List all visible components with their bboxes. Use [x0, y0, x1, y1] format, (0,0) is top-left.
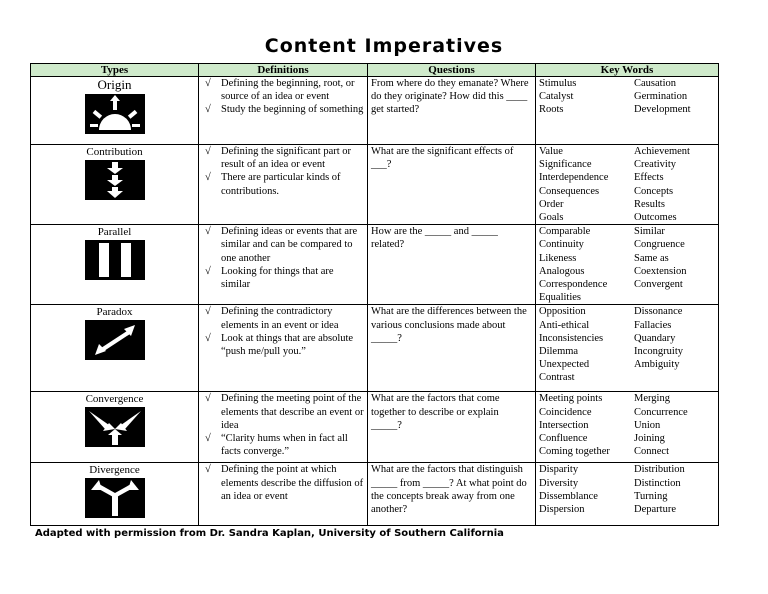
keyword: Concepts [634, 185, 674, 197]
keyword: Meeting points [539, 393, 603, 405]
type-cell [31, 77, 199, 145]
keyword: Causation [634, 78, 676, 89]
keyword: Distinction [634, 477, 681, 489]
keyword: Roots [539, 104, 564, 116]
keywords-cell [536, 463, 719, 526]
type-cell [31, 463, 199, 526]
keyword: Confluence [539, 433, 588, 445]
keyword: Turning [634, 490, 668, 502]
keyword: Dissemblance [539, 490, 598, 502]
type-name: Divergence [89, 464, 140, 477]
definition-item: √ “Clarity hums when in fact all facts converge.” [205, 432, 365, 458]
question-text: What are the significant effects of ___? [371, 146, 514, 171]
keyword: Comparable [539, 226, 591, 238]
keyword: Intersection [539, 419, 589, 431]
keyword: Achievement [634, 146, 690, 157]
type-name: Origin [97, 77, 132, 92]
keyword: Goals [539, 212, 564, 224]
keyword: Coextension [634, 265, 687, 277]
keywords-cell [536, 225, 719, 305]
keyword: Germination [634, 91, 688, 103]
definition-item: √ Defining the beginning, root, or source of an idea or event [205, 77, 365, 103]
definition-item: √ Study the beginning of something [205, 103, 365, 116]
keyword: Congruence [634, 239, 685, 251]
header-keywords: Key Words [536, 64, 719, 77]
keyword: Same as [634, 252, 669, 264]
keywords-cell [536, 145, 719, 225]
type-name: Parallel [97, 226, 132, 239]
definition-item: √ Defining the point at which elements describe the diffusion of an idea or event [205, 463, 365, 503]
keyword: Opposition [539, 306, 586, 318]
definition-item: √ Defining the contradictory elements in an event or idea [205, 305, 365, 331]
questions-cell [368, 392, 536, 463]
down-arrows-icon [85, 160, 145, 200]
keyword: Order [539, 198, 564, 210]
header-types: Types [31, 64, 199, 77]
questions-cell [368, 145, 536, 225]
table-row [31, 463, 719, 526]
definitions-cell [199, 463, 368, 526]
converging-arrows-icon [85, 407, 145, 447]
definitions-cell [199, 392, 368, 463]
keyword: Creativity [634, 159, 676, 171]
keyword: Effects [634, 172, 664, 184]
keyword: Diversity [539, 477, 579, 489]
question-text: From where do they emanate? Where do they originate? How did this ____ get started? [371, 78, 529, 116]
double-arrow-icon [85, 320, 145, 360]
keyword: Dilemma [539, 346, 579, 358]
keyword: Analogous [539, 265, 585, 277]
table-row [31, 225, 719, 305]
keyword: Outcomes [634, 212, 677, 224]
type-cell [31, 225, 199, 305]
keyword: Similar [634, 226, 665, 238]
content-imperatives-table [30, 63, 719, 526]
keyword: Dissonance [634, 306, 683, 318]
keyword: Correspondence [539, 279, 608, 291]
keyword: Contrast [539, 372, 575, 384]
keyword: Incongruity [634, 346, 683, 358]
keyword: Connect [634, 446, 669, 458]
keyword: Ambiguity [634, 359, 680, 371]
keyword: Likeness [539, 252, 577, 264]
keyword: Concurrence [634, 406, 688, 418]
table-row [31, 77, 719, 145]
table-row [31, 145, 719, 225]
definition-item: √ Defining the meeting point of the elements that describe an event or idea [205, 392, 365, 432]
keyword: Dispersion [539, 504, 585, 516]
type-cell [31, 145, 199, 225]
questions-cell [368, 463, 536, 526]
definition-item: √ Defining the significant part or result of an idea or event [205, 145, 365, 171]
question-text: What are the differences between the various conclusions made about _____? [371, 306, 527, 344]
keyword: Fallacies [634, 319, 672, 331]
header-row [31, 64, 719, 77]
question-text: How are the _____ and _____ related? [371, 226, 498, 251]
keyword: Development [634, 104, 691, 116]
definitions-cell [199, 77, 368, 145]
keyword: Inconsistencies [539, 332, 604, 344]
type-cell [31, 305, 199, 392]
definitions-cell [199, 225, 368, 305]
question-text: What are the factors that come together to describe or explain _____? [371, 393, 500, 431]
keyword: Departure [634, 504, 676, 516]
type-name: Paradox [96, 306, 133, 319]
questions-cell [368, 305, 536, 392]
definition-item: √ Looking for things that are similar [205, 265, 365, 291]
table-row [31, 392, 719, 463]
keywords-cell [536, 77, 719, 145]
keyword: Equalities [539, 292, 581, 304]
keyword: Significance [539, 159, 592, 171]
keyword: Union [634, 419, 661, 431]
definitions-cell [199, 305, 368, 392]
definition-item: √ There are particular kinds of contributions. [205, 171, 365, 197]
header-questions: Questions [368, 64, 536, 77]
keyword: Convergent [634, 279, 683, 291]
questions-cell [368, 225, 536, 305]
definition-item: √ Defining ideas or events that are similar and can be compared to one another [205, 225, 365, 265]
table-row [31, 305, 719, 392]
keyword: Stimulus [539, 78, 577, 89]
definition-item: √ Look at things that are absolute “push me/pull you.” [205, 332, 365, 358]
header-definitions: Definitions [199, 64, 368, 77]
type-cell [31, 392, 199, 463]
keyword: Unexpected [539, 359, 590, 371]
keyword: Quandary [634, 332, 676, 344]
keyword: Joining [634, 433, 665, 445]
questions-cell [368, 77, 536, 145]
page-title: Content Imperatives [264, 35, 504, 57]
keyword: Disparity [539, 464, 579, 476]
keyword: Interdependence [539, 172, 609, 184]
type-name: Contribution [86, 146, 143, 158]
keywords-cell [536, 392, 719, 463]
keyword: Coincidence [539, 406, 592, 418]
type-name: Convergence [85, 393, 144, 406]
keyword: Merging [634, 393, 670, 405]
keyword: Coming together [539, 446, 610, 458]
sunrise-icon [85, 94, 145, 134]
keyword: Anti-ethical [539, 319, 590, 331]
keyword: Catalyst [539, 91, 574, 103]
keyword: Consequences [539, 185, 600, 197]
question-text: What are the factors that distinguish _____ from _____? At what point do the concepts break away from one another? [371, 464, 527, 516]
keyword: Value [539, 146, 563, 157]
diverging-arrows-icon [85, 478, 145, 518]
keyword: Distribution [634, 464, 685, 476]
credit-line: Adapted with permission from Dr. Sandra Kaplan, University of Southern California [35, 528, 504, 539]
parallel-bars-icon [85, 240, 145, 280]
keyword: Results [634, 198, 665, 210]
keyword: Continuity [539, 239, 584, 251]
definitions-cell [199, 145, 368, 225]
keywords-cell [536, 305, 719, 392]
